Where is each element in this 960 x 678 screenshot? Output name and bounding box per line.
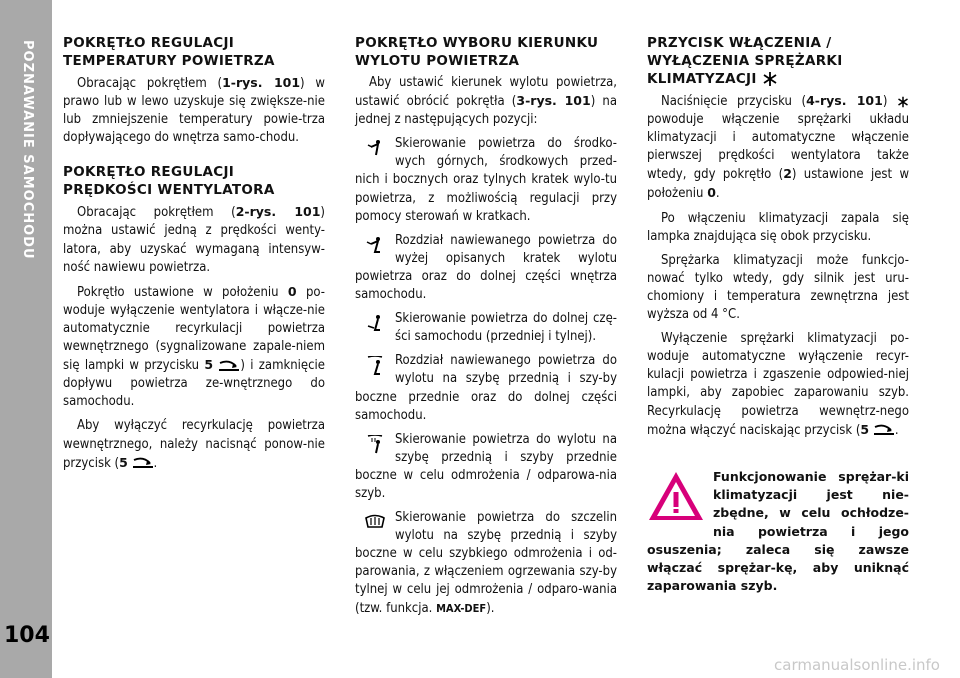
list-item: Skierowanie powietrza do szczelin wylotu na szybę przednią i szyby boczne w celu szybkiego odmrożenia i od-parowania, z włączeniem ogrzewania szy-by tylnej w celu jej odmrożenia / odparo-wania (tzw. funkcja. MAX-DEF). [355, 510, 617, 616]
paragraph: Obracając pokrętłem (2-rys. 101) można ustawić jedną z prędkości wenty-latora, aby uzyskać wymaganą intensyw-ność nawiewu powietrza. [63, 204, 325, 275]
heading-compressor: PRZYCISK WŁĄCZENIA / WYŁĄCZENIA SPRĘŻARKI KLIMATYZACJI [647, 35, 843, 87]
recirculation-icon [873, 424, 895, 436]
watermark: carmanualsonline.info [774, 656, 940, 674]
windshield-feet-vent-icon [355, 352, 395, 386]
warning-box [647, 468, 909, 596]
paragraph: Wyłączenie sprężarki klimatyzacji po-woduje automatyczne wyłączenie recyr-kulacji powietrza i zgaszenie odpowied-niej lampki, aby zapobiec zaparowaniu szyb. Recyrkulację powietrza wewnętrz-nego można włączyć naciskając przycisk (5 . [647, 331, 909, 438]
snowflake-icon [762, 71, 778, 87]
heading-temperature: POKRĘTŁO REGULACJI TEMPERATURY POWIETRZA [63, 35, 275, 69]
recirculation-icon [218, 360, 240, 372]
face-vent-icon [355, 135, 395, 169]
column-3 [647, 34, 909, 602]
paragraph: Aby ustawić kierunek wylotu powietrza, ustawić obrócić pokrętła (3-rys. 101) na jednej z następujących pozycji: [355, 75, 618, 128]
list-item: Rozdział nawiewanego powietrza do wylotu na szybę przednią i szy-by boczne przednie oraz do dolnej części samochodu. [355, 353, 617, 423]
windshield-vent-icon [355, 431, 395, 465]
recirculation-icon [132, 457, 154, 469]
paragraph: Aby wyłączyć recyrkulację powietrza wewnętrznego, należy nacisnąć ponow-nie przycisk (5 . [63, 418, 325, 471]
feet-vent-icon [355, 310, 395, 344]
list-item: Skierowanie powietrza do wylotu na szybę przednią i szyby przednie boczne w celu odmrożenia / odparowa-nia szyb. [355, 431, 617, 501]
list-item: Rozdział nawiewanego powietrza do wyżej opisanych kratek wylotu powietrza oraz do dolnej części wnętrza samochodu. [355, 232, 617, 303]
paragraph: Pokrętło ustawione w położeniu 0 po-woduje wyłączenie wentylatora i włącze-nie automatycznie recyrkulacji powietrza wewnętrznego (sygnalizowane zapale-niem się lampki w przycisku 5 ) i zamknięcie dopływu powietrza ze-wnętrznego do samochodu. [63, 283, 325, 410]
paragraph: Naciśnięcie przycisku (4-rys. 101) powoduje włączenie sprężarki układu klimatyzacji i automatyczne włączenie pierwszej prędkości wentylatora także wtedy, gdy pokrętło (2) ustawione jest w położeniu 0. [647, 93, 910, 202]
sidebar [0, 0, 52, 678]
warning-icon [647, 470, 705, 522]
heading-fan-speed: POKRĘTŁO REGULACJI PRĘDKOŚCI WENTYLATORA [63, 164, 275, 199]
list-item: Skierowanie powietrza do dolnej czę-ści samochodu (przedniej i tylnej). [355, 310, 617, 346]
column-1 [63, 34, 325, 479]
max-defrost-icon [355, 509, 395, 543]
face-feet-vent-icon [355, 232, 395, 266]
page-number: 104 [4, 623, 50, 648]
list-item: Skierowanie powietrza do środko-wych górnych, środkowych przed-nich i bocznych oraz tylnych kratek wylo-tu powietrza, z możliwością regulacji przy pomocy sterowań w kratkach. [355, 136, 617, 224]
paragraph: Sprężarka klimatyzacji może funkcjo-nować tylko wtedy, gdy silnik jest uru-chomiony i temperatura zewnętrzna jest wyższa od 4 °C. [647, 252, 909, 323]
column-2 [355, 34, 617, 622]
warning-text: Funkcjonowanie sprężar-ki klimatyzacji jest nie-zbędne, w celu ochłodze-nia powietrza i jego osuszenia; zaleca się zawsze włączać sprężar-kę, aby uniknąć zaparowania szyb. [647, 468, 909, 594]
paragraph: Obracając pokrętłem (1-rys. 101) w prawo lub w lewo uzyskuje się zwiększe-nie lub zmniejszenie temperatury powie-trza dopływającego do wnętrza samo-chodu. [63, 75, 325, 146]
section-title: POZNAWANIE SAMOCHODU [20, 40, 35, 260]
snowflake-icon [897, 96, 909, 108]
heading-air-direction: POKRĘTŁO WYBORU KIERUNKU WYLOTU POWIETRZA [355, 35, 599, 69]
paragraph: Po włączeniu klimatyzacji zapala się lampka znajdująca się obok przycisku. [647, 210, 909, 244]
